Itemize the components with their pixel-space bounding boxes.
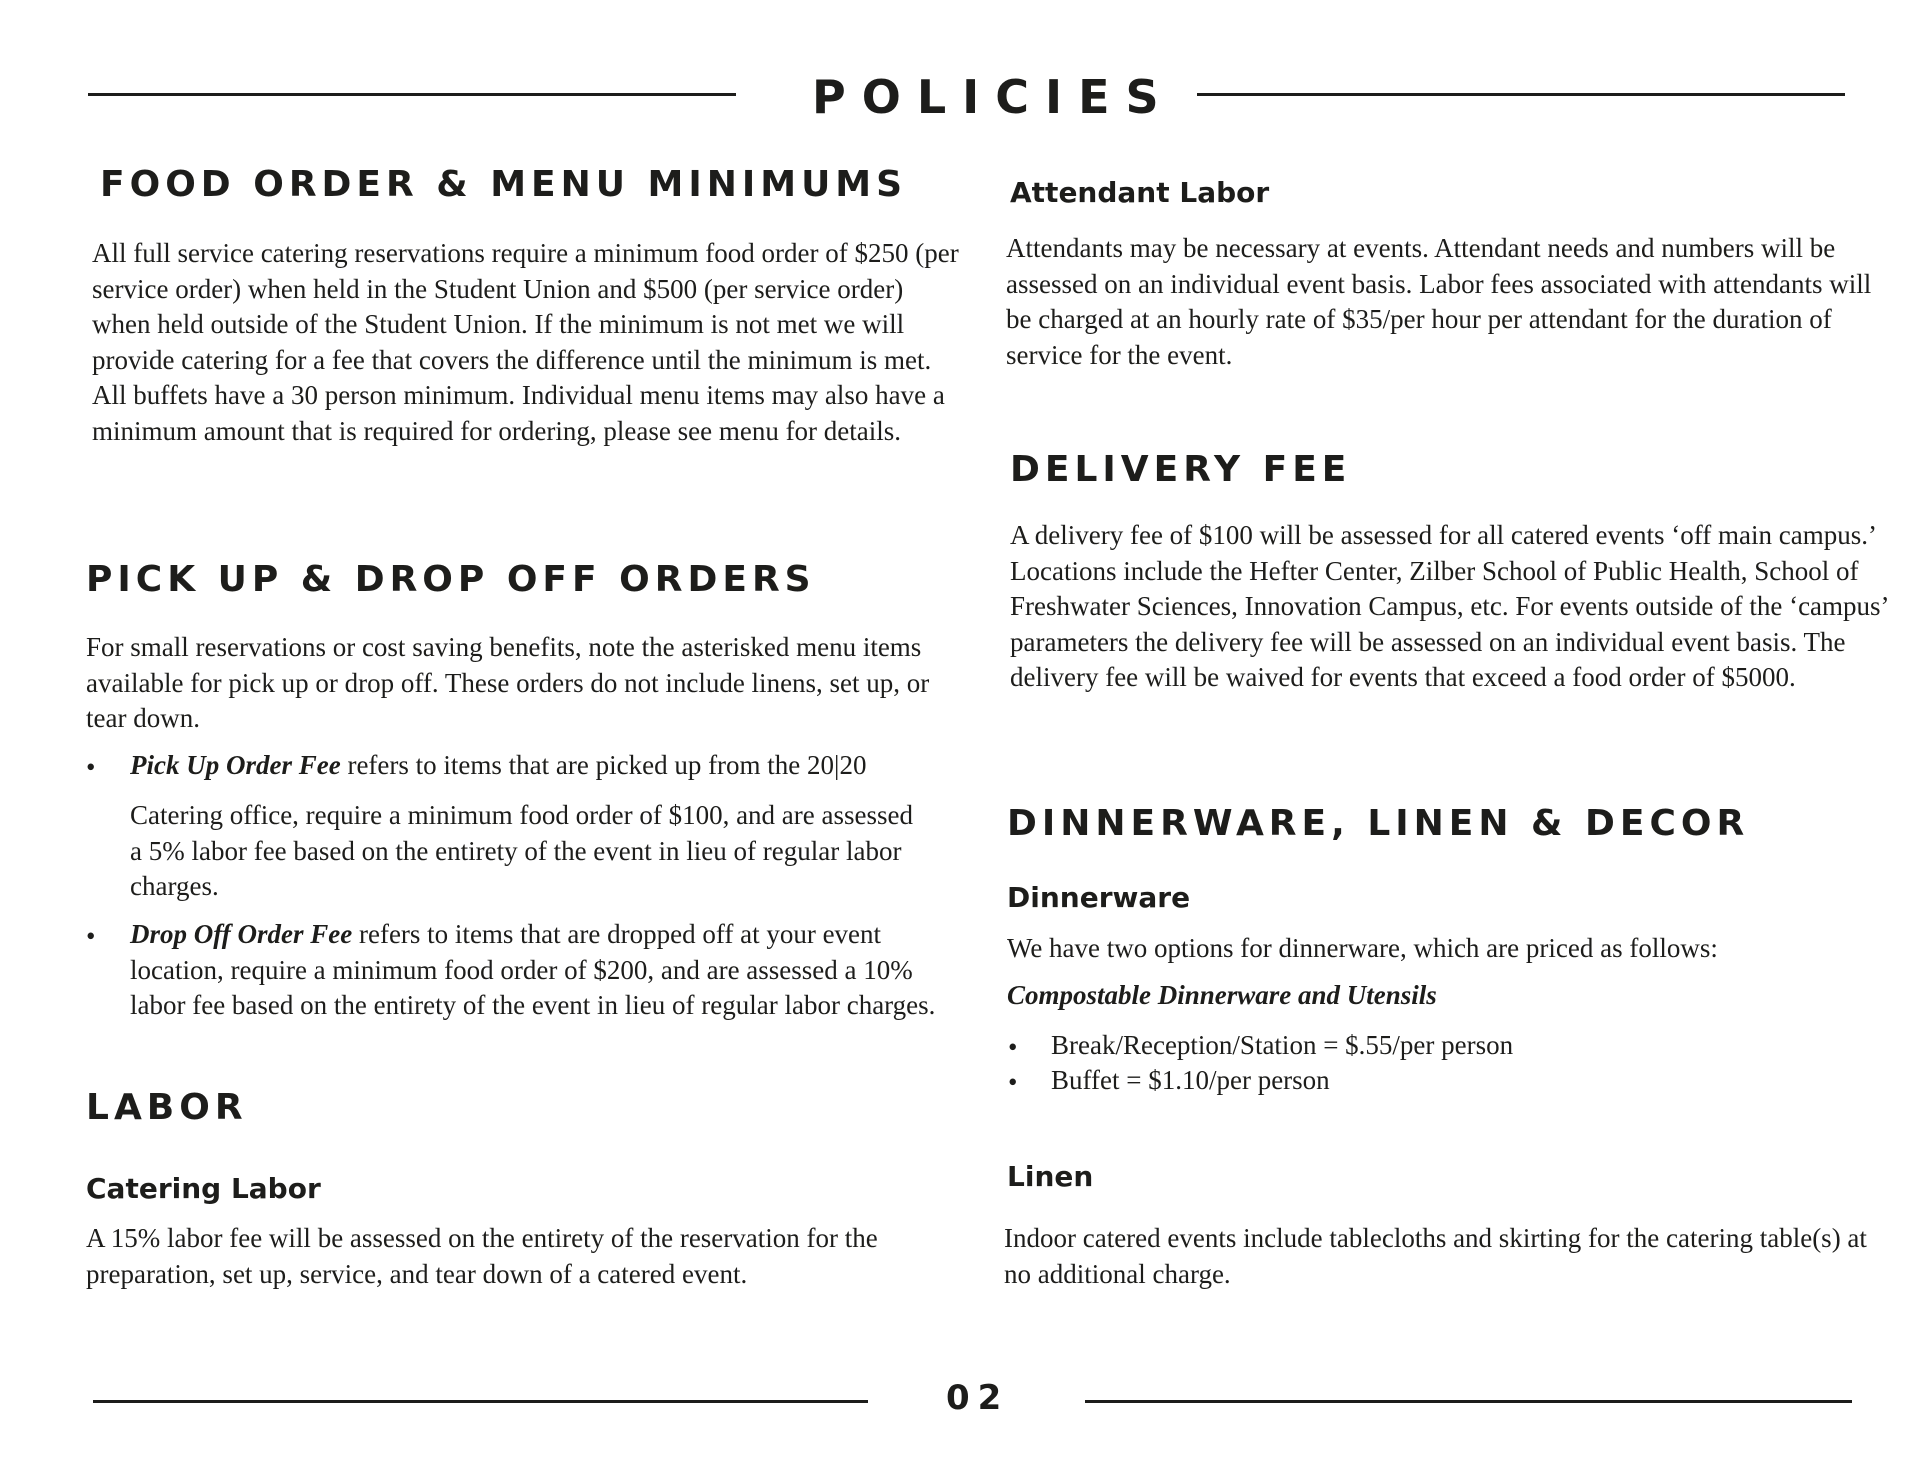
dropoff-term: Drop Off Order Fee [130, 919, 353, 949]
bullet-dot-dinnerware-1: • [1008, 1032, 1018, 1062]
header-rule-right [1197, 93, 1845, 96]
bullet-dot-pickup: • [86, 752, 96, 782]
heading-pickup-dropoff: PICK UP & DROP OFF ORDERS [86, 559, 816, 600]
subheading-linen: Linen [1007, 1160, 1094, 1193]
dropoff-bullet [130, 917, 940, 1024]
food-order-body [92, 236, 962, 449]
footer-rule-left [93, 1400, 868, 1403]
catering-labor-paragraph: A 15% labor fee will be assessed on the entirety of the reservation for the preparation, set up, service, and tear down of a catered event. [86, 1223, 878, 1289]
page-title: POLICIES [812, 70, 1175, 124]
attendant-paragraph: Attendants may be necessary at events. Attendant needs and numbers will be assessed on an individual event basis. Labor fees associated with attendants will be charged at an hourly rate of $35/per hour per attendant for the duration of service for the event. [1006, 233, 1872, 370]
pickup-first-text: refers to items that are picked up from the 20|20 [340, 750, 867, 780]
food-order-paragraph-2: All buffets have a 30 person minimum. Individual menu items may also have a minimum amount that is required for ordering, please see menu for details. [92, 380, 945, 446]
heading-food-order: FOOD ORDER & MENU MINIMUMS [100, 164, 908, 205]
footer-rule-right [1085, 1400, 1852, 1403]
subheading-dinnerware: Dinnerware [1007, 881, 1191, 914]
delivery-paragraph: A delivery fee of $100 will be assessed for all catered events ‘off main campus.’ Locations include the Hefter Center, Zilber School of Public Health, School of Freshwater Sciences, Innovation Campus, etc. For events outside of the ‘campus’ parameters the delivery fee will be assessed on an individual event basis. The delivery fee will be waived for events that exceed a food order of $5000. [1010, 520, 1888, 692]
dinnerware-intro: We have two options for dinnerware, which are priced as follows: [1007, 933, 1718, 963]
header-rule-left [88, 93, 736, 96]
heading-delivery-fee: DELIVERY FEE [1010, 449, 1352, 490]
linen-paragraph: Indoor catered events include tablecloths and skirting for the catering table(s) at no additional charge. [1004, 1223, 1867, 1289]
food-order-paragraph-1: All full service catering reservations require a minimum food order of $250 (per service order) when held in the Student Union and $500 (per service order) when held outside of the Student Union. If the minimum is not met we will provide catering for a fee that covers the difference until the minimum is met. [92, 238, 959, 375]
subheading-catering-labor: Catering Labor [86, 1172, 321, 1205]
page-number: 02 [946, 1378, 1010, 1418]
bullet-dot-dropoff: • [86, 921, 96, 951]
dinnerware-item-2: Buffet = $1.10/per person [1051, 1065, 1330, 1095]
pickup-term: Pick Up Order Fee [130, 750, 341, 780]
heading-dinnerware-linen-decor: DINNERWARE, LINEN & DECOR [1007, 803, 1750, 844]
pickup-bullet-first-line [130, 748, 960, 784]
dinnerware-item-1: Break/Reception/Station = $.55/per person [1051, 1030, 1514, 1060]
pickup-bullet-rest: Catering office, require a minimum food order of $100, and are assessed a 5% labor fee based on the entirety of the event in lieu of regular labor charges. [130, 800, 913, 901]
compostable-title: Compostable Dinnerware and Utensils [1007, 980, 1437, 1010]
bullet-dot-dinnerware-2: • [1008, 1067, 1018, 1097]
heading-labor: LABOR [86, 1087, 248, 1128]
dropoff-text: refers to items that are dropped off at your event location, require a minimum food order of $200, and are assessed a 10% labor fee based on the entirety of the event in lieu of regular labor charges. [130, 919, 936, 1020]
pickup-intro: For small reservations or cost saving benefits, note the asterisked menu items available for pick up or drop off. These orders do not include linens, set up, or tear down. [86, 632, 930, 733]
subheading-attendant-labor: Attendant Labor [1010, 176, 1270, 209]
